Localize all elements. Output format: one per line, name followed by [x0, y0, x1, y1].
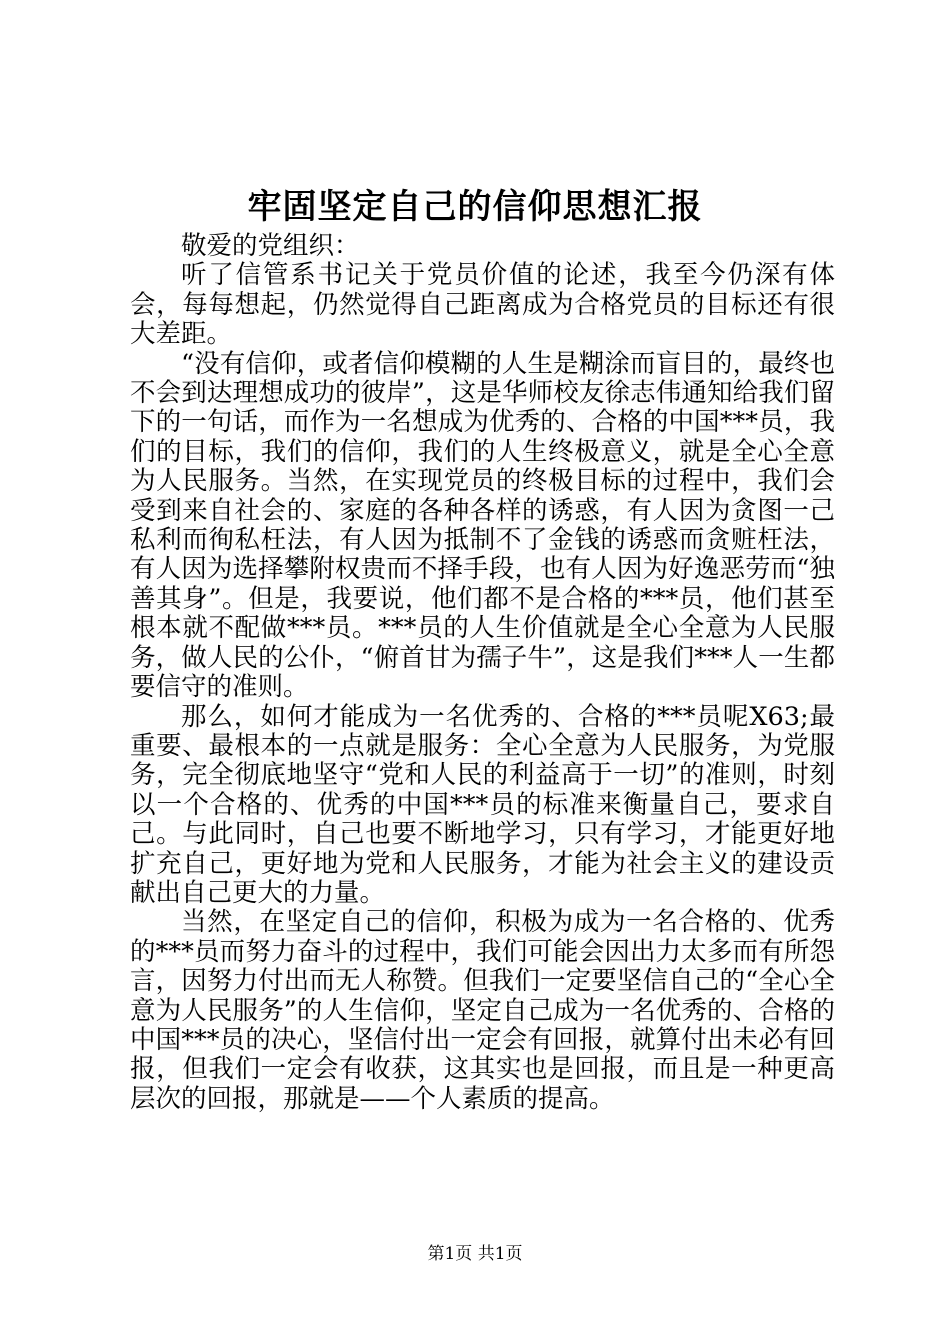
- document-body: [130, 232, 835, 1114]
- page-number-footer: 第1页 共1页: [427, 1244, 523, 1264]
- paragraph-3: 那么，如何才能成为一名优秀的、合格的***员呢X63;最重要、最根本的一点就是服务：全心全意为人民服务，为党服务，完全彻底地坚守“党和人民的利益高于一切”的准则，时刻以一个合格的、优秀的中国***员的标准来衡量自己，要求自己。与此同时，自己也要不断地学习，只有学习，才能更好地扩充自己，更好地为党和人民服务，才能为社会主义的建设贡献出自己更大的力量。: [130, 701, 835, 908]
- paragraph-2: “没有信仰，或者信仰模糊的人生是糊涂而盲目的，最终也不会到达理想成功的彼岸”，这是华师校友徐志伟通知给我们留下的一句话，而作为一名想成为优秀的、合格的中国***员，我们的目标，我们的信仰，我们的人生终极意义，就是全心全意为人民服务。当然，在实现党员的终极目标的过程中，我们会受到来自社会的、家庭的各种各样的诱惑，有人因为贪图一己私利而徇私枉法，有人因为抵制不了金钱的诱惑而贪赃枉法，有人因为选择攀附权贵而不择手段，也有人因为好逸恶劳而“独善其身”。但是，我要说，他们都不是合格的***员，他们甚至根本就不配做***员。***员的人生价值就是全心全意为人民服务，做人民的公仆，“俯首甘为孺子牛”，这是我们***人一生都要信守的准则。: [130, 348, 835, 703]
- document-title: 牢固坚定自己的信仰思想汇报: [247, 187, 703, 227]
- salutation: 敬爱的党组织：: [181, 231, 360, 261]
- paragraph-4: 当然，在坚定自己的信仰，积极为成为一名合格的、优秀的***员而努力奋斗的过程中，我们可能会因出力太多而有所怨言，因努力付出而无人称赞。但我们一定要坚信自己的“全心全意为人民服务”的人生信仰，坚定自己成为一名优秀的、合格的中国***员的决心，坚信付出一定会有回报，就算付出未必有回报，但我们一定会有收获，这其实也是回报，而且是一种更高层次的回报，那就是——个人素质的提高。: [130, 907, 835, 1114]
- paragraph-1: 听了信管系书记关于党员价值的论述，我至今仍深有体会，每每想起，仍然觉得自己距离成为合格党员的目标还有很大差距。: [130, 260, 835, 350]
